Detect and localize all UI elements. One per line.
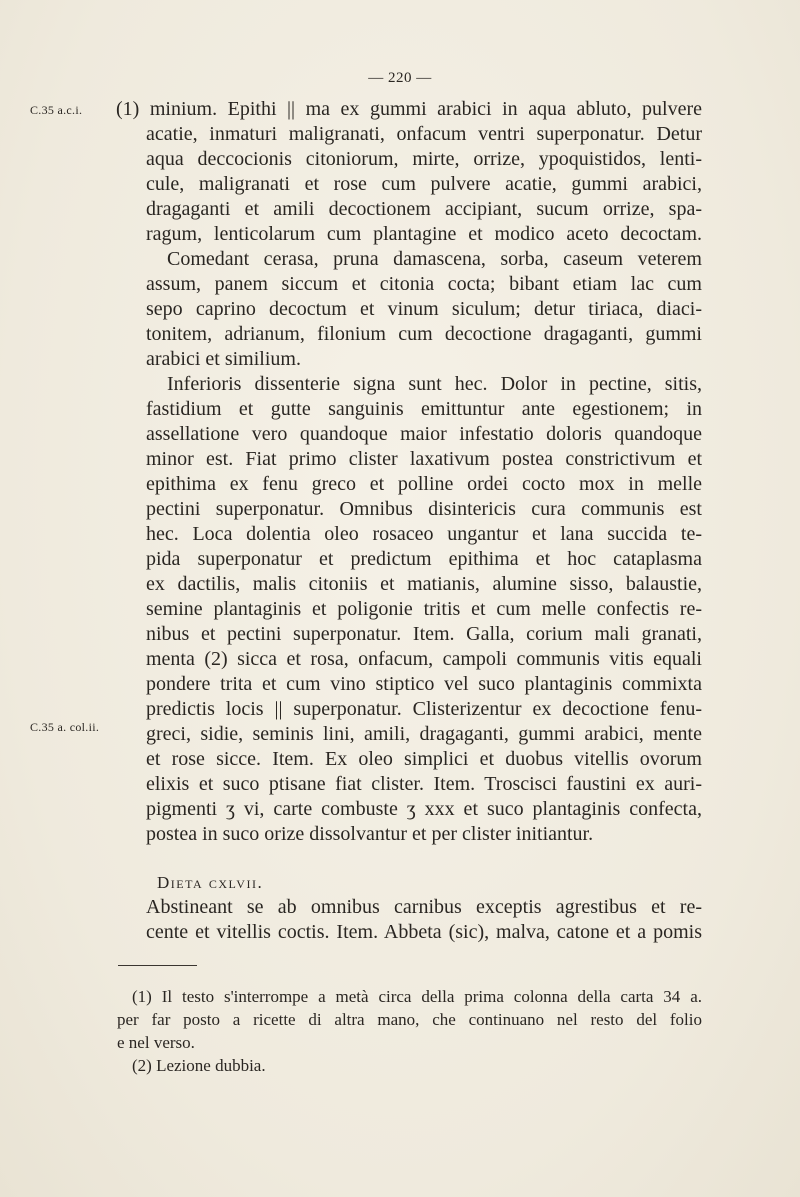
text-line: pondere trita et cum vino stiptico vel suco plantaginis commixta: [146, 673, 702, 695]
text-line: nibus et pectini superponatur. Item. Galla, corium mali granati,: [146, 623, 702, 645]
body-text-continued: [146, 895, 702, 945]
body-text: [116, 97, 702, 847]
text-line: (1) minium. Epithi || ma ex gummi arabici in aqua abluto, pulvere: [116, 98, 702, 120]
text-line: Comedant cerasa, pruna damascena, sorba, caseum veterem: [167, 248, 702, 270]
text-line: tonitem, adrianum, filonium cum decoctione dragaganti, gummi: [146, 323, 702, 345]
footnote-line: e nel verso.: [117, 1033, 195, 1052]
text-line: Abstineant se ab omnibus carnibus exceptis agrestibus et re-: [146, 896, 702, 918]
text-line: aqua deccocionis citoniorum, mirte, orrize, ypoquistidos, lenti-: [146, 148, 702, 170]
margin-note-col-ii: C.35 a. col.ii.: [30, 720, 100, 734]
text-line: fastidium et gutte sanguinis emittuntur ante egestionem; in: [146, 398, 702, 420]
text-line: elixis et suco ptisane fiat clister. Item. Troscisci faustini ex auri-: [146, 773, 702, 795]
section-heading: Dieta cxlvii.: [157, 873, 264, 892]
text-line: dragaganti et amili decoctionem accipiant, sucum orrize, spa-: [146, 198, 702, 220]
margin-note-col-i: C.35 a.c.i.: [30, 103, 83, 117]
text-line: semine plantaginis et poligonie tritis et cum melle confectis re-: [146, 598, 702, 620]
text-line: cule, maligranati et rose cum pulvere acatie, gummi arabici,: [146, 173, 702, 195]
text-line: epithima ex fenu greco et polline ordei cocto mox in melle: [146, 473, 702, 495]
text-line: greci, sidie, seminis lini, amili, dragaganti, gummi arabici, mente: [146, 723, 702, 745]
footnote-line: (2) Lezione dubbia.: [132, 1056, 266, 1075]
footnote-rule: [118, 965, 197, 966]
text-line: arabici et similium.: [146, 348, 301, 370]
text-line: Inferioris dissenterie signa sunt hec. Dolor in pectine, sitis,: [167, 373, 702, 395]
text-line: pectini superponatur. Omnibus disintericis cura communis est: [146, 498, 702, 520]
text-line: hec. Loca dolentia oleo rosaceo ungantur et lana succida te-: [146, 523, 702, 545]
text-line: et rose sicce. Item. Ex oleo simplici et duobus vitellis ovorum: [146, 748, 702, 770]
text-line: postea in suco orize dissolvantur et per clister initiantur.: [146, 823, 594, 845]
text-line: pida superponatur et predictum epithima et hoc cataplasma: [146, 548, 702, 570]
page-number: — 220 —: [368, 70, 432, 86]
text-line: minor est. Fiat primo clister laxativum postea constrictivum et: [146, 448, 702, 470]
text-line: ragum, lenticolarum cum plantagine et modico aceto decoctam.: [146, 223, 702, 245]
text-line: acatie, inmaturi maligranati, onfacum ventri superponatur. Detur: [146, 123, 702, 145]
footnote-line: (1) Il testo s'interrompe a metà circa della prima colonna della carta 34 a.: [132, 987, 702, 1006]
text-line: pigmenti ʒ vi, carte combuste ʒ xxx et suco plantaginis confecta,: [146, 798, 702, 820]
text-line: sepo caprino decoctum et vinum siculum; detur tiriaca, diaci-: [146, 298, 702, 320]
text-line: ex dactilis, malis citoniis et matianis, alumine sisso, balaustie,: [146, 573, 702, 595]
text-line: assellatione vero quandoque maior infestatio doloris quandoque: [146, 423, 702, 445]
footnotes: [117, 985, 702, 1077]
text-line: menta (2) sicca et rosa, onfacum, campoli communis vitis equali: [146, 648, 702, 670]
text-line: assum, panem siccum et citonia cocta; bibant etiam lac cum: [146, 273, 702, 295]
footnote-line: per far posto a ricette di altra mano, che continuano nel resto del folio: [117, 1010, 702, 1029]
text-line: predictis locis || superponatur. Clisterizentur ex decoctione fenu-: [146, 698, 702, 720]
text-line: cente et vitellis coctis. Item. Abbeta (sic), malva, catone et a pomis: [146, 921, 702, 943]
